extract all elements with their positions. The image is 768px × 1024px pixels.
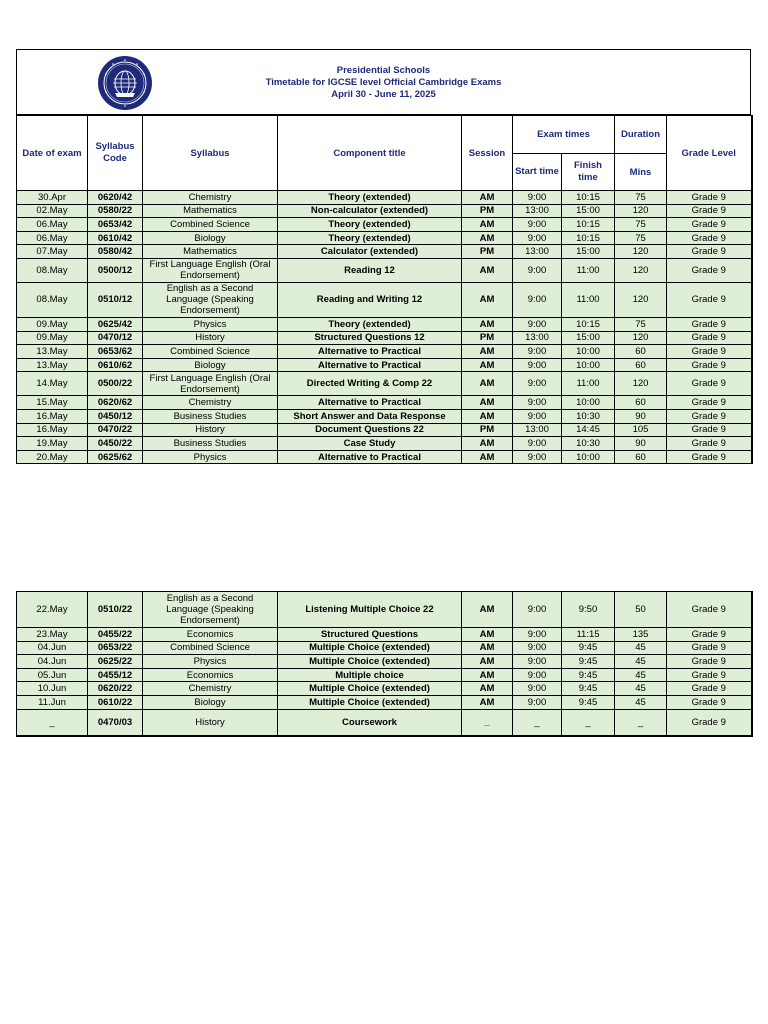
- col-component: Component title: [278, 116, 462, 191]
- cell-syllabus: Economics: [143, 628, 278, 642]
- cell-date: 06.May: [17, 218, 88, 232]
- col-syllabus: Syllabus: [143, 116, 278, 191]
- cell-start: 9:00: [513, 682, 562, 696]
- cell-component: Listening Multiple Choice 22: [278, 592, 462, 628]
- table-row: [17, 655, 752, 669]
- cell-mins: 60: [615, 358, 667, 372]
- cell-mins: 60: [615, 345, 667, 359]
- cell-mins: 90: [615, 437, 667, 451]
- table-row: [17, 358, 752, 372]
- cell-session: _: [462, 709, 513, 736]
- table-row: [17, 437, 752, 451]
- cell-session: AM: [462, 592, 513, 628]
- cell-date: 06.May: [17, 231, 88, 245]
- table-row: [17, 258, 752, 282]
- timetable-subtitle: Timetable for IGCSE level Official Cambridge Exams: [265, 77, 502, 88]
- cell-grade: Grade 9: [667, 317, 752, 331]
- col-finish: Finish time: [562, 154, 615, 191]
- table-row: [17, 450, 752, 464]
- cell-code: 0470/03: [88, 709, 143, 736]
- cell-mins: _: [615, 709, 667, 736]
- cell-component: Short Answer and Data Response: [278, 409, 462, 423]
- cell-date: 11.Jun: [17, 695, 88, 709]
- col-date: Date of exam: [17, 116, 88, 191]
- cell-grade: Grade 9: [667, 628, 752, 642]
- table-row: [17, 709, 752, 736]
- cell-code: 0580/42: [88, 245, 143, 259]
- cell-grade: Grade 9: [667, 245, 752, 259]
- cell-component: Multiple Choice (extended): [278, 695, 462, 709]
- cell-code: 0470/22: [88, 423, 143, 437]
- cell-component: Document Questions 22: [278, 423, 462, 437]
- cell-code: 0470/12: [88, 331, 143, 345]
- cell-component: Reading and Writing 12: [278, 282, 462, 317]
- table-row: [17, 282, 752, 317]
- table-row: [17, 592, 752, 628]
- cell-component: Theory (extended): [278, 231, 462, 245]
- table-row: [17, 191, 752, 205]
- cell-syllabus: Physics: [143, 450, 278, 464]
- cell-grade: Grade 9: [667, 191, 752, 205]
- cell-finish: 9:50: [562, 592, 615, 628]
- cell-date: 15.May: [17, 396, 88, 410]
- cell-start: 9:00: [513, 191, 562, 205]
- cell-syllabus: Chemistry: [143, 191, 278, 205]
- cell-session: AM: [462, 695, 513, 709]
- cell-syllabus: Physics: [143, 655, 278, 669]
- cell-start: 13:00: [513, 204, 562, 218]
- cell-component: Calculator (extended): [278, 245, 462, 259]
- cell-finish: 10:15: [562, 317, 615, 331]
- cell-code: 0450/12: [88, 409, 143, 423]
- cell-finish: 15:00: [562, 245, 615, 259]
- cell-mins: 75: [615, 218, 667, 232]
- cell-start: 13:00: [513, 331, 562, 345]
- cell-mins: 60: [615, 396, 667, 410]
- cell-session: AM: [462, 396, 513, 410]
- cell-start: _: [513, 709, 562, 736]
- cell-component: Multiple Choice (extended): [278, 641, 462, 655]
- cell-session: AM: [462, 409, 513, 423]
- cell-syllabus: Chemistry: [143, 396, 278, 410]
- cell-component: Directed Writing & Comp 22: [278, 372, 462, 396]
- cell-session: AM: [462, 191, 513, 205]
- cell-session: AM: [462, 282, 513, 317]
- cell-component: Structured Questions 12: [278, 331, 462, 345]
- table-row: [17, 245, 752, 259]
- cell-finish: 10:15: [562, 218, 615, 232]
- cell-grade: Grade 9: [667, 204, 752, 218]
- cell-grade: Grade 9: [667, 641, 752, 655]
- cell-finish: 10:00: [562, 396, 615, 410]
- cell-session: AM: [462, 655, 513, 669]
- table-row: [17, 641, 752, 655]
- cell-code: 0625/22: [88, 655, 143, 669]
- cell-start: 9:00: [513, 282, 562, 317]
- cell-start: 9:00: [513, 345, 562, 359]
- cell-code: 0620/22: [88, 682, 143, 696]
- timetable-dates: April 30 - June 11, 2025: [331, 89, 436, 100]
- cell-grade: Grade 9: [667, 258, 752, 282]
- cell-code: 0620/42: [88, 191, 143, 205]
- col-grade: Grade Level: [667, 116, 752, 191]
- cell-code: 0580/22: [88, 204, 143, 218]
- cell-date: 09.May: [17, 317, 88, 331]
- cell-syllabus: Biology: [143, 695, 278, 709]
- cell-finish: 9:45: [562, 655, 615, 669]
- cell-finish: 15:00: [562, 204, 615, 218]
- cell-session: PM: [462, 331, 513, 345]
- cell-grade: Grade 9: [667, 345, 752, 359]
- cell-start: 9:00: [513, 437, 562, 451]
- cell-component: Theory (extended): [278, 218, 462, 232]
- cell-mins: 45: [615, 641, 667, 655]
- cell-session: AM: [462, 437, 513, 451]
- cell-date: 13.May: [17, 358, 88, 372]
- table-row: [17, 423, 752, 437]
- cell-syllabus: Mathematics: [143, 245, 278, 259]
- cell-mins: 45: [615, 655, 667, 669]
- cell-date: 04.Jun: [17, 655, 88, 669]
- cell-syllabus: Mathematics: [143, 204, 278, 218]
- cell-grade: Grade 9: [667, 709, 752, 736]
- cell-component: Alternative to Practical: [278, 345, 462, 359]
- table-row: [17, 628, 752, 642]
- cell-code: 0510/12: [88, 282, 143, 317]
- cell-code: 0500/22: [88, 372, 143, 396]
- cell-syllabus: Biology: [143, 358, 278, 372]
- cell-syllabus: History: [143, 423, 278, 437]
- cell-mins: 105: [615, 423, 667, 437]
- cell-finish: 11:00: [562, 372, 615, 396]
- table-row: [17, 668, 752, 682]
- cell-date: 19.May: [17, 437, 88, 451]
- cell-syllabus: English as a Second Language (Speaking Endorsement): [143, 592, 278, 628]
- cell-date: 14.May: [17, 372, 88, 396]
- cell-session: AM: [462, 628, 513, 642]
- table-row: [17, 231, 752, 245]
- cell-session: AM: [462, 450, 513, 464]
- cell-finish: _: [562, 709, 615, 736]
- cell-component: Multiple Choice (extended): [278, 682, 462, 696]
- cell-date: 30.Apr: [17, 191, 88, 205]
- cell-component: Multiple choice: [278, 668, 462, 682]
- cell-start: 9:00: [513, 258, 562, 282]
- cell-grade: Grade 9: [667, 423, 752, 437]
- cell-code: 0625/42: [88, 317, 143, 331]
- cell-date: 07.May: [17, 245, 88, 259]
- cell-finish: 14:45: [562, 423, 615, 437]
- cell-date: 04.Jun: [17, 641, 88, 655]
- school-name: Presidential Schools: [336, 65, 431, 76]
- cell-finish: 11:15: [562, 628, 615, 642]
- cell-mins: 120: [615, 204, 667, 218]
- col-duration: Duration: [615, 116, 667, 154]
- cell-mins: 120: [615, 245, 667, 259]
- cell-mins: 75: [615, 231, 667, 245]
- cell-grade: Grade 9: [667, 437, 752, 451]
- cell-syllabus: First Language English (Oral Endorsement): [143, 258, 278, 282]
- cell-syllabus: Biology: [143, 231, 278, 245]
- cell-start: 9:00: [513, 450, 562, 464]
- cell-syllabus: Combined Science: [143, 218, 278, 232]
- cell-mins: 120: [615, 258, 667, 282]
- cell-grade: Grade 9: [667, 372, 752, 396]
- cell-mins: 75: [615, 191, 667, 205]
- col-code: Syllabus Code: [88, 116, 143, 191]
- cell-grade: Grade 9: [667, 450, 752, 464]
- cell-mins: 120: [615, 331, 667, 345]
- cell-grade: Grade 9: [667, 592, 752, 628]
- cell-syllabus: Economics: [143, 668, 278, 682]
- cell-start: 9:00: [513, 592, 562, 628]
- cell-session: PM: [462, 245, 513, 259]
- cell-component: Theory (extended): [278, 317, 462, 331]
- col-exam-times: Exam times: [513, 116, 615, 154]
- cell-component: Coursework: [278, 709, 462, 736]
- cell-finish: 10:15: [562, 231, 615, 245]
- cell-syllabus: Chemistry: [143, 682, 278, 696]
- cell-session: AM: [462, 258, 513, 282]
- cell-date: 08.May: [17, 258, 88, 282]
- cell-date: 10.Jun: [17, 682, 88, 696]
- exam-table-1: [16, 115, 753, 464]
- cell-date: 22.May: [17, 592, 88, 628]
- cell-start: 9:00: [513, 372, 562, 396]
- cell-session: AM: [462, 218, 513, 232]
- cell-date: 20.May: [17, 450, 88, 464]
- cell-session: AM: [462, 345, 513, 359]
- cell-session: AM: [462, 668, 513, 682]
- cell-code: 0450/22: [88, 437, 143, 451]
- cell-code: 0455/12: [88, 668, 143, 682]
- cell-start: 9:00: [513, 628, 562, 642]
- cell-session: AM: [462, 358, 513, 372]
- cell-finish: 10:30: [562, 409, 615, 423]
- cell-syllabus: Business Studies: [143, 437, 278, 451]
- cell-finish: 10:00: [562, 345, 615, 359]
- cell-code: 0455/22: [88, 628, 143, 642]
- cell-component: Structured Questions: [278, 628, 462, 642]
- table-row: [17, 218, 752, 232]
- cell-session: PM: [462, 204, 513, 218]
- cell-finish: 10:30: [562, 437, 615, 451]
- cell-start: 9:00: [513, 641, 562, 655]
- cell-session: PM: [462, 423, 513, 437]
- cell-finish: 9:45: [562, 682, 615, 696]
- cell-mins: 75: [615, 317, 667, 331]
- cell-syllabus: English as a Second Language (Speaking Endorsement): [143, 282, 278, 317]
- table-row: [17, 409, 752, 423]
- cell-grade: Grade 9: [667, 668, 752, 682]
- cell-mins: 45: [615, 695, 667, 709]
- cell-date: _: [17, 709, 88, 736]
- cell-start: 9:00: [513, 231, 562, 245]
- cell-start: 9:00: [513, 396, 562, 410]
- table-row: [17, 682, 752, 696]
- cell-date: 08.May: [17, 282, 88, 317]
- cell-syllabus: History: [143, 709, 278, 736]
- table-row: [17, 396, 752, 410]
- cell-date: 05.Jun: [17, 668, 88, 682]
- cell-component: Multiple Choice (extended): [278, 655, 462, 669]
- cell-grade: Grade 9: [667, 655, 752, 669]
- table-row: [17, 695, 752, 709]
- cell-start: 9:00: [513, 409, 562, 423]
- cell-date: 16.May: [17, 423, 88, 437]
- cell-grade: Grade 9: [667, 695, 752, 709]
- cell-code: 0610/42: [88, 231, 143, 245]
- cell-syllabus: Combined Science: [143, 641, 278, 655]
- cell-date: 23.May: [17, 628, 88, 642]
- cell-grade: Grade 9: [667, 396, 752, 410]
- cell-finish: 10:00: [562, 450, 615, 464]
- cell-start: 9:00: [513, 358, 562, 372]
- table-row: [17, 317, 752, 331]
- cell-finish: 10:15: [562, 191, 615, 205]
- cell-date: 02.May: [17, 204, 88, 218]
- cell-mins: 135: [615, 628, 667, 642]
- cell-date: 13.May: [17, 345, 88, 359]
- cell-syllabus: History: [143, 331, 278, 345]
- cell-mins: 45: [615, 668, 667, 682]
- cell-session: AM: [462, 372, 513, 396]
- cell-mins: 45: [615, 682, 667, 696]
- table-row: [17, 331, 752, 345]
- cell-date: 09.May: [17, 331, 88, 345]
- cell-code: 0653/42: [88, 218, 143, 232]
- cell-code: 0620/62: [88, 396, 143, 410]
- cell-start: 13:00: [513, 245, 562, 259]
- cell-code: 0653/22: [88, 641, 143, 655]
- cell-mins: 120: [615, 372, 667, 396]
- cell-mins: 60: [615, 450, 667, 464]
- cell-component: Case Study: [278, 437, 462, 451]
- cell-start: 9:00: [513, 655, 562, 669]
- cell-mins: 120: [615, 282, 667, 317]
- cell-start: 9:00: [513, 695, 562, 709]
- cell-session: AM: [462, 682, 513, 696]
- cell-component: Non-calculator (extended): [278, 204, 462, 218]
- cell-grade: Grade 9: [667, 331, 752, 345]
- cell-finish: 9:45: [562, 641, 615, 655]
- cell-component: Alternative to Practical: [278, 358, 462, 372]
- cell-date: 16.May: [17, 409, 88, 423]
- cell-start: 9:00: [513, 668, 562, 682]
- cell-code: 0625/62: [88, 450, 143, 464]
- cell-start: 9:00: [513, 218, 562, 232]
- cell-finish: 10:00: [562, 358, 615, 372]
- cell-syllabus: First Language English (Oral Endorsement): [143, 372, 278, 396]
- cell-syllabus: Combined Science: [143, 345, 278, 359]
- cell-finish: 9:45: [562, 668, 615, 682]
- cell-code: 0500/12: [88, 258, 143, 282]
- cell-finish: 11:00: [562, 282, 615, 317]
- cell-finish: 11:00: [562, 258, 615, 282]
- cell-code: 0610/22: [88, 695, 143, 709]
- cell-start: 13:00: [513, 423, 562, 437]
- cell-session: AM: [462, 231, 513, 245]
- cell-code: 0510/22: [88, 592, 143, 628]
- cell-code: 0610/62: [88, 358, 143, 372]
- exam-table-2: [16, 591, 753, 737]
- cell-session: AM: [462, 641, 513, 655]
- table-row: [17, 345, 752, 359]
- cell-mins: 90: [615, 409, 667, 423]
- cell-grade: Grade 9: [667, 358, 752, 372]
- col-mins: Mins: [615, 154, 667, 191]
- cell-syllabus: Physics: [143, 317, 278, 331]
- cell-component: Alternative to Practical: [278, 396, 462, 410]
- table-row: [17, 204, 752, 218]
- cell-mins: 50: [615, 592, 667, 628]
- cell-finish: 15:00: [562, 331, 615, 345]
- cell-grade: Grade 9: [667, 409, 752, 423]
- cell-session: AM: [462, 317, 513, 331]
- cell-grade: Grade 9: [667, 231, 752, 245]
- cell-component: Theory (extended): [278, 191, 462, 205]
- col-start: Start time: [513, 154, 562, 191]
- cell-start: 9:00: [513, 317, 562, 331]
- cell-code: 0653/62: [88, 345, 143, 359]
- col-session: Session: [462, 116, 513, 191]
- cell-finish: 9:45: [562, 695, 615, 709]
- timetable-header: [16, 49, 751, 115]
- cell-grade: Grade 9: [667, 682, 752, 696]
- cell-syllabus: Business Studies: [143, 409, 278, 423]
- cell-component: Reading 12: [278, 258, 462, 282]
- table-row: [17, 372, 752, 396]
- cell-grade: Grade 9: [667, 218, 752, 232]
- cell-grade: Grade 9: [667, 282, 752, 317]
- cell-component: Alternative to Practical: [278, 450, 462, 464]
